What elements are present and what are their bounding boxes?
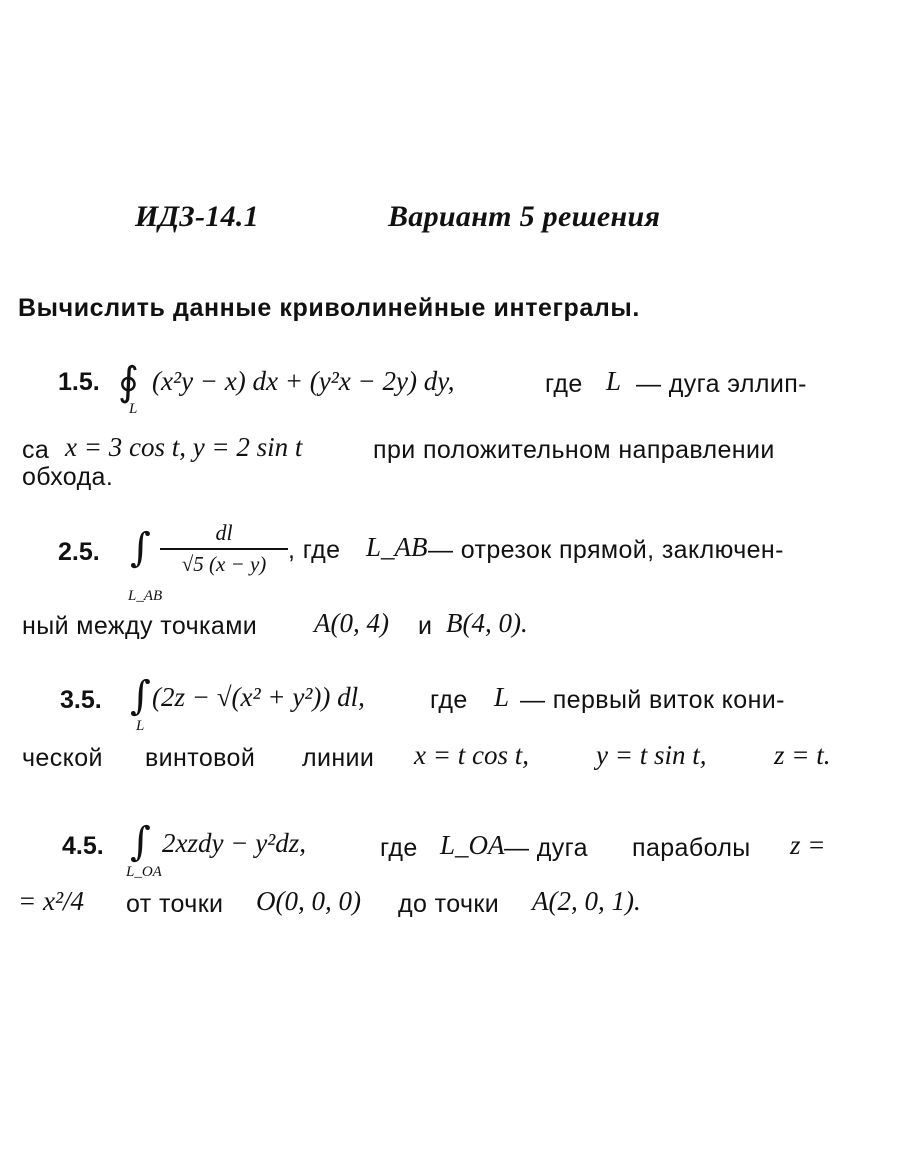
- parabola-rhs: = x²/4: [18, 886, 85, 916]
- point-o: O(0, 0, 0): [256, 886, 361, 916]
- contour-integral-sign: ∮: [118, 359, 139, 405]
- problem-text: и: [418, 612, 433, 640]
- problem-text: — отрезок прямой, заключен-: [428, 536, 784, 564]
- problem-text: — первый виток кони-: [520, 686, 785, 714]
- problem-text: ческой: [22, 744, 103, 772]
- fraction: [160, 520, 288, 577]
- curve-symbol: L: [606, 366, 622, 396]
- integrand-expression: 2xzdy − y²dz,: [162, 828, 307, 858]
- parabola-lhs: z =: [790, 830, 826, 860]
- parametric-equation: x = 3 cos t, y = 2 sin t: [65, 432, 303, 462]
- problem-number: 1.5.: [58, 368, 100, 396]
- curve-symbol: L: [494, 682, 510, 712]
- problem-text: са: [22, 436, 50, 464]
- parametric-x: x = t cos t,: [414, 740, 529, 770]
- parametric-y: y = t sin t,: [596, 740, 707, 770]
- integral-subscript: L: [129, 401, 138, 417]
- segment-symbol: L_AB: [366, 532, 428, 562]
- problem-text: , где: [288, 536, 341, 564]
- fraction-bar: [160, 548, 288, 550]
- point-a: A(2, 0, 1).: [532, 886, 641, 916]
- fraction-numerator: dl: [215, 520, 233, 545]
- integral-subscript: L: [136, 718, 145, 734]
- problem-text: где: [380, 834, 418, 862]
- integrand-expression: (x²y − x) dx + (y²x − 2y) dy,: [152, 366, 455, 396]
- variant-title: Вариант 5 решения: [388, 200, 661, 233]
- problem-text: — дуга эллип-: [636, 370, 807, 398]
- problem-text: при положительном направлении: [373, 436, 775, 464]
- parametric-z: z = t.: [774, 740, 831, 770]
- fraction-denominator: √5 (x − y): [181, 552, 267, 576]
- problem-number: 2.5.: [58, 538, 100, 566]
- integral-sign: ∫: [130, 525, 151, 571]
- arc-symbol: L_OA: [440, 830, 505, 860]
- problem-text: где: [545, 370, 583, 398]
- integral-sign: ∫: [130, 819, 151, 865]
- assignment-code: ИДЗ-14.1: [135, 200, 259, 233]
- instruction-text: Вычислить данные криволинейные интегралы.: [18, 294, 640, 322]
- problem-text: где: [430, 686, 468, 714]
- problem-text: — дуга: [504, 834, 588, 862]
- problem-number: 4.5.: [62, 832, 104, 860]
- integrand-expression: (2z − √(x² + y²)) dl,: [152, 682, 365, 712]
- point-a: A(0, 4): [314, 608, 389, 638]
- problem-text: обхода.: [22, 463, 114, 491]
- problem-text: линии: [302, 744, 375, 772]
- integral-sign: ∫: [130, 673, 151, 719]
- problem-text: параболы: [632, 834, 751, 862]
- problem-text: до точки: [398, 890, 500, 918]
- problem-number: 3.5.: [60, 686, 102, 714]
- integral-subscript: L_AB: [128, 588, 163, 604]
- problem-text: винтовой: [145, 744, 256, 772]
- integral-subscript: L_OA: [126, 864, 162, 880]
- problem-text: ный между точками: [22, 612, 258, 640]
- problem-text: от точки: [126, 890, 224, 918]
- point-b: B(4, 0).: [446, 608, 528, 638]
